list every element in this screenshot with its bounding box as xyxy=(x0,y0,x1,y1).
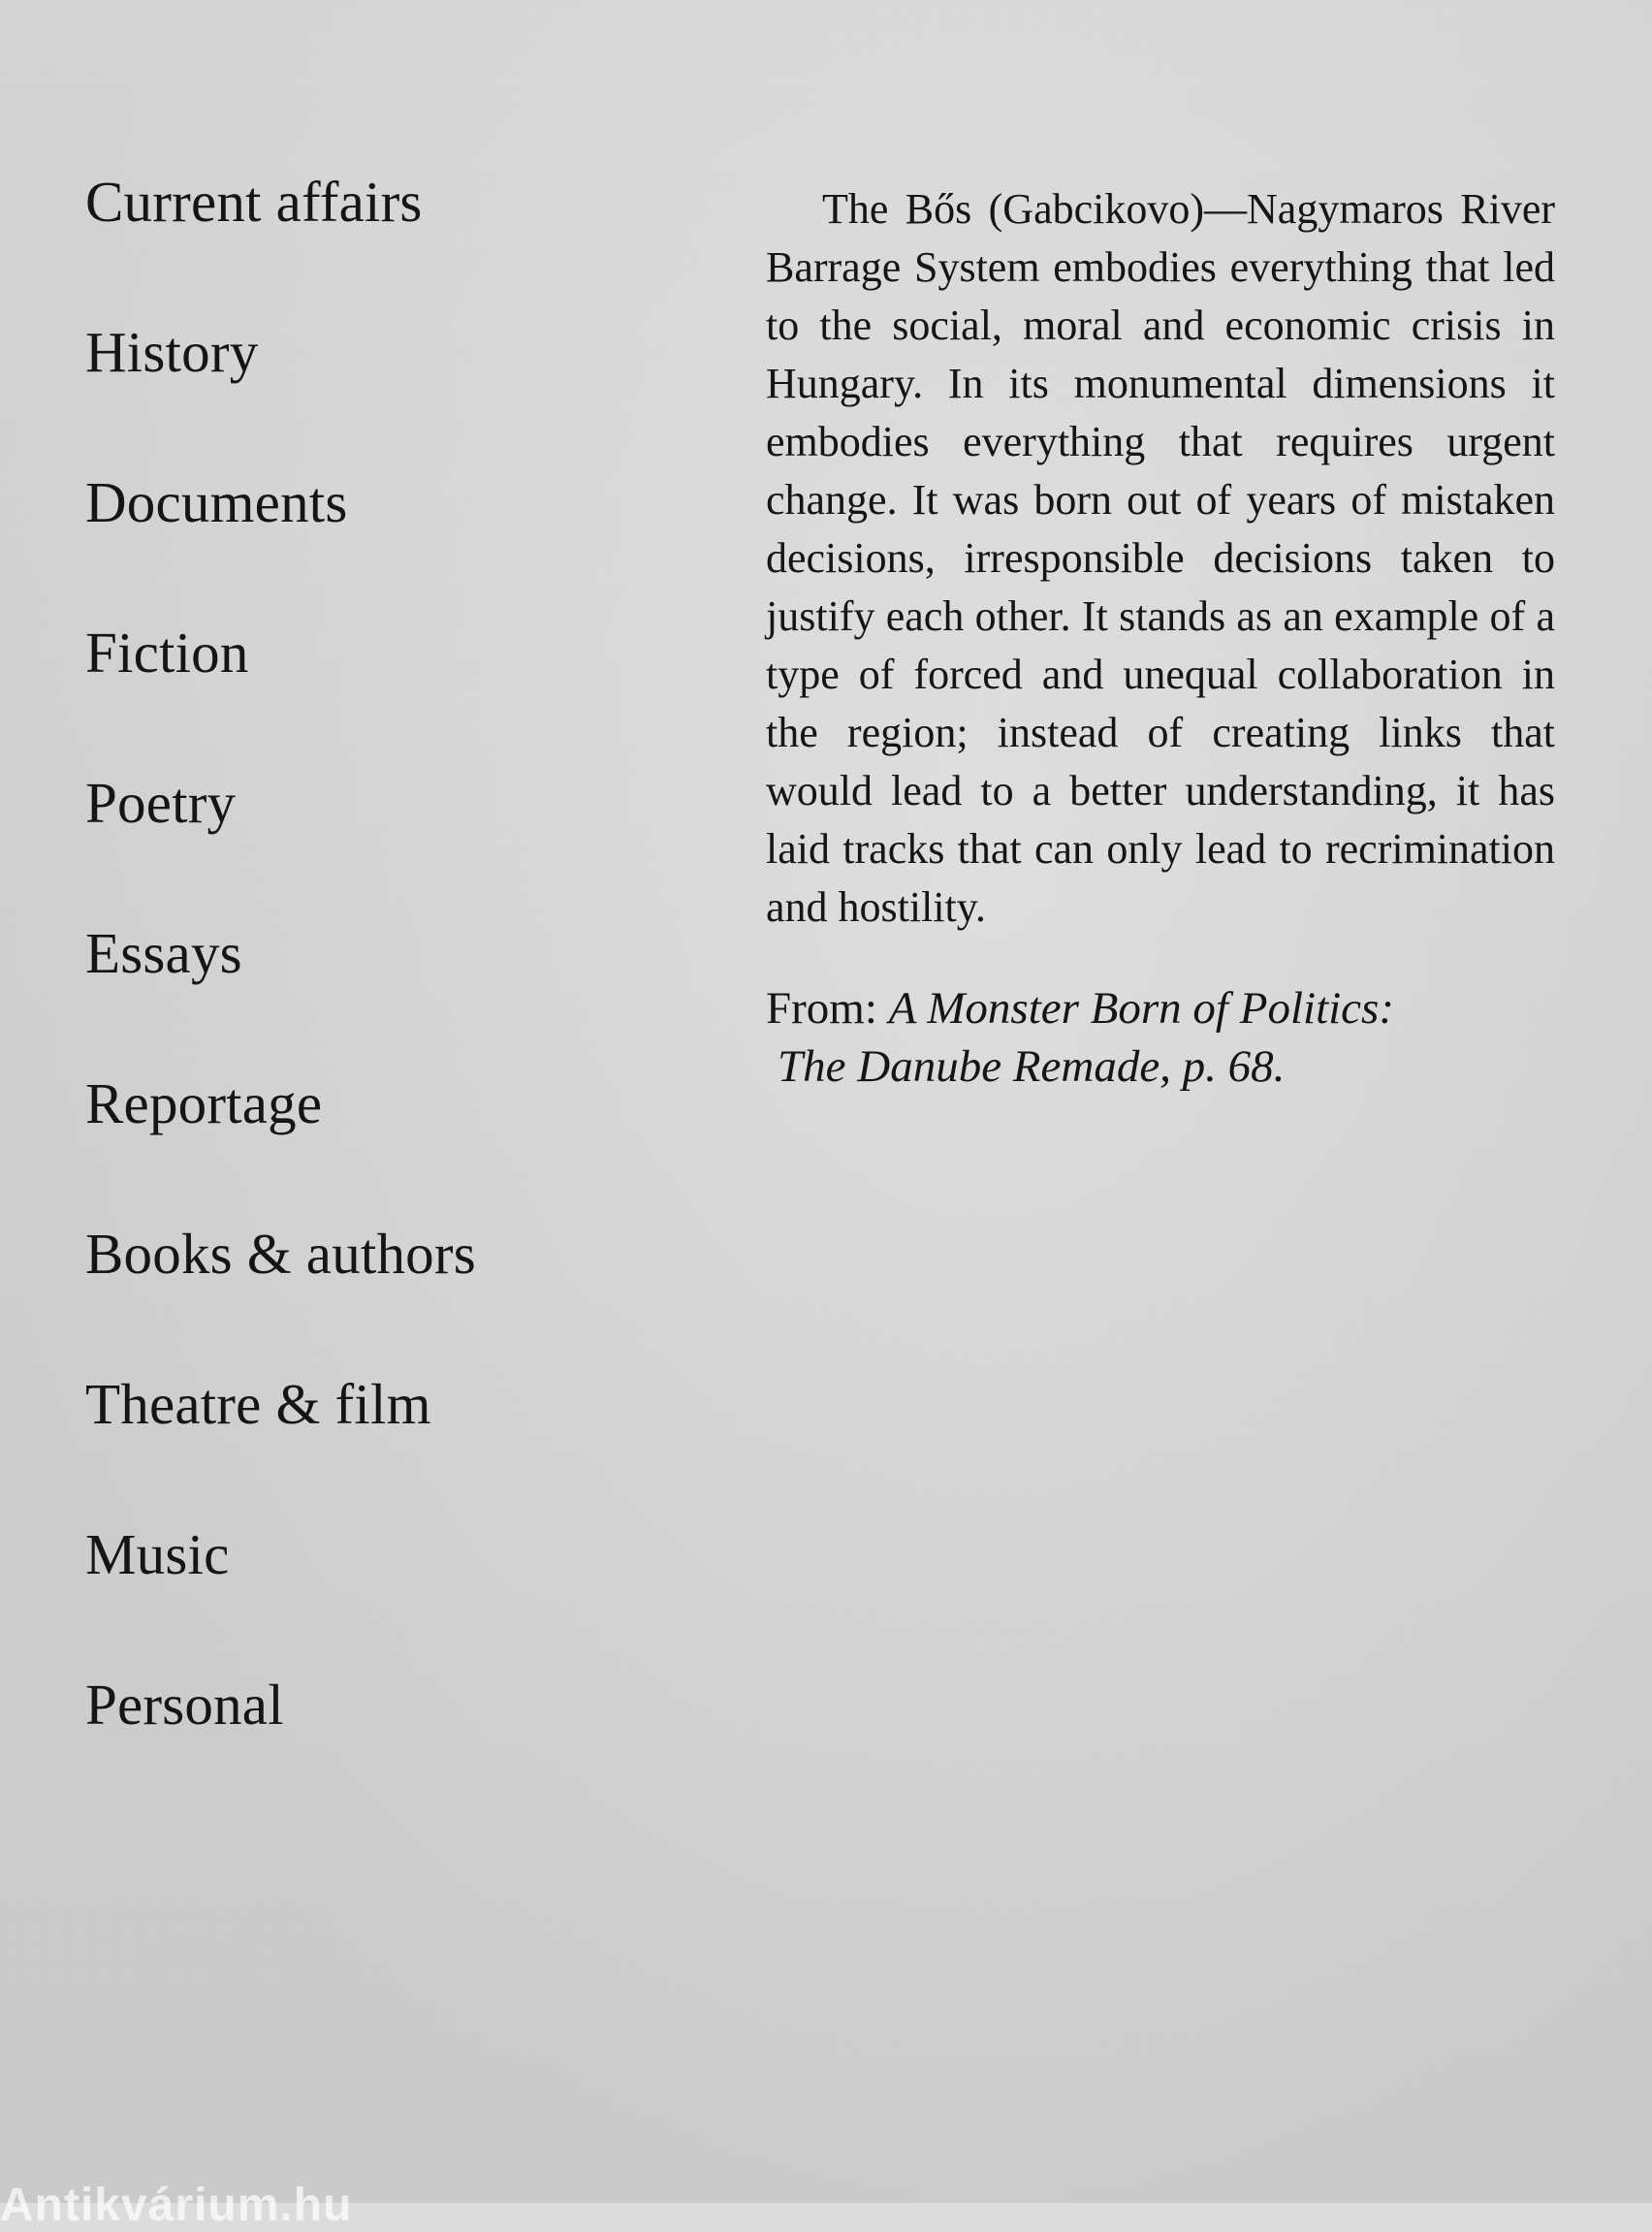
section-poetry: Poetry xyxy=(85,771,237,835)
section-reportage: Reportage xyxy=(85,1071,323,1135)
section-books-authors: Books & authors xyxy=(85,1222,476,1286)
section-list xyxy=(85,167,628,1820)
section-history: History xyxy=(85,320,259,384)
source-title-line1: A Monster Born of Politics: xyxy=(888,983,1394,1034)
section-documents: Documents xyxy=(85,470,348,534)
section-personal: Personal xyxy=(85,1673,284,1737)
section-fiction: Fiction xyxy=(85,621,249,685)
section-current-affairs: Current affairs xyxy=(85,170,423,234)
quote-text: The Bős (Gabcikovo)—Nagymaros River Barrage System embodies everything that led to the social, moral and economic crisis in Hungary. In its monumental dimensions it embodies everything that requires urgent change. It was born out of years of mistaken decisions, irresponsible decisions taken to justify each other. It stands as an example of a type of forced and unequal collaboration in the region; instead of creating links that would lead to a better understanding, it has laid tracks that can only lead to recrimination and hostility. xyxy=(766,185,1555,931)
section-theatre-film: Theatre & film xyxy=(85,1372,431,1436)
source-prefix: From: xyxy=(766,983,889,1034)
quote-source xyxy=(766,979,1555,1096)
section-essays: Essays xyxy=(85,921,242,985)
quote-block xyxy=(766,180,1555,1096)
watermark: Antikvárium.hu xyxy=(0,2180,353,2231)
section-music: Music xyxy=(85,1522,230,1586)
source-title-line2: The Danube Remade, p. 68. xyxy=(778,1041,1286,1092)
